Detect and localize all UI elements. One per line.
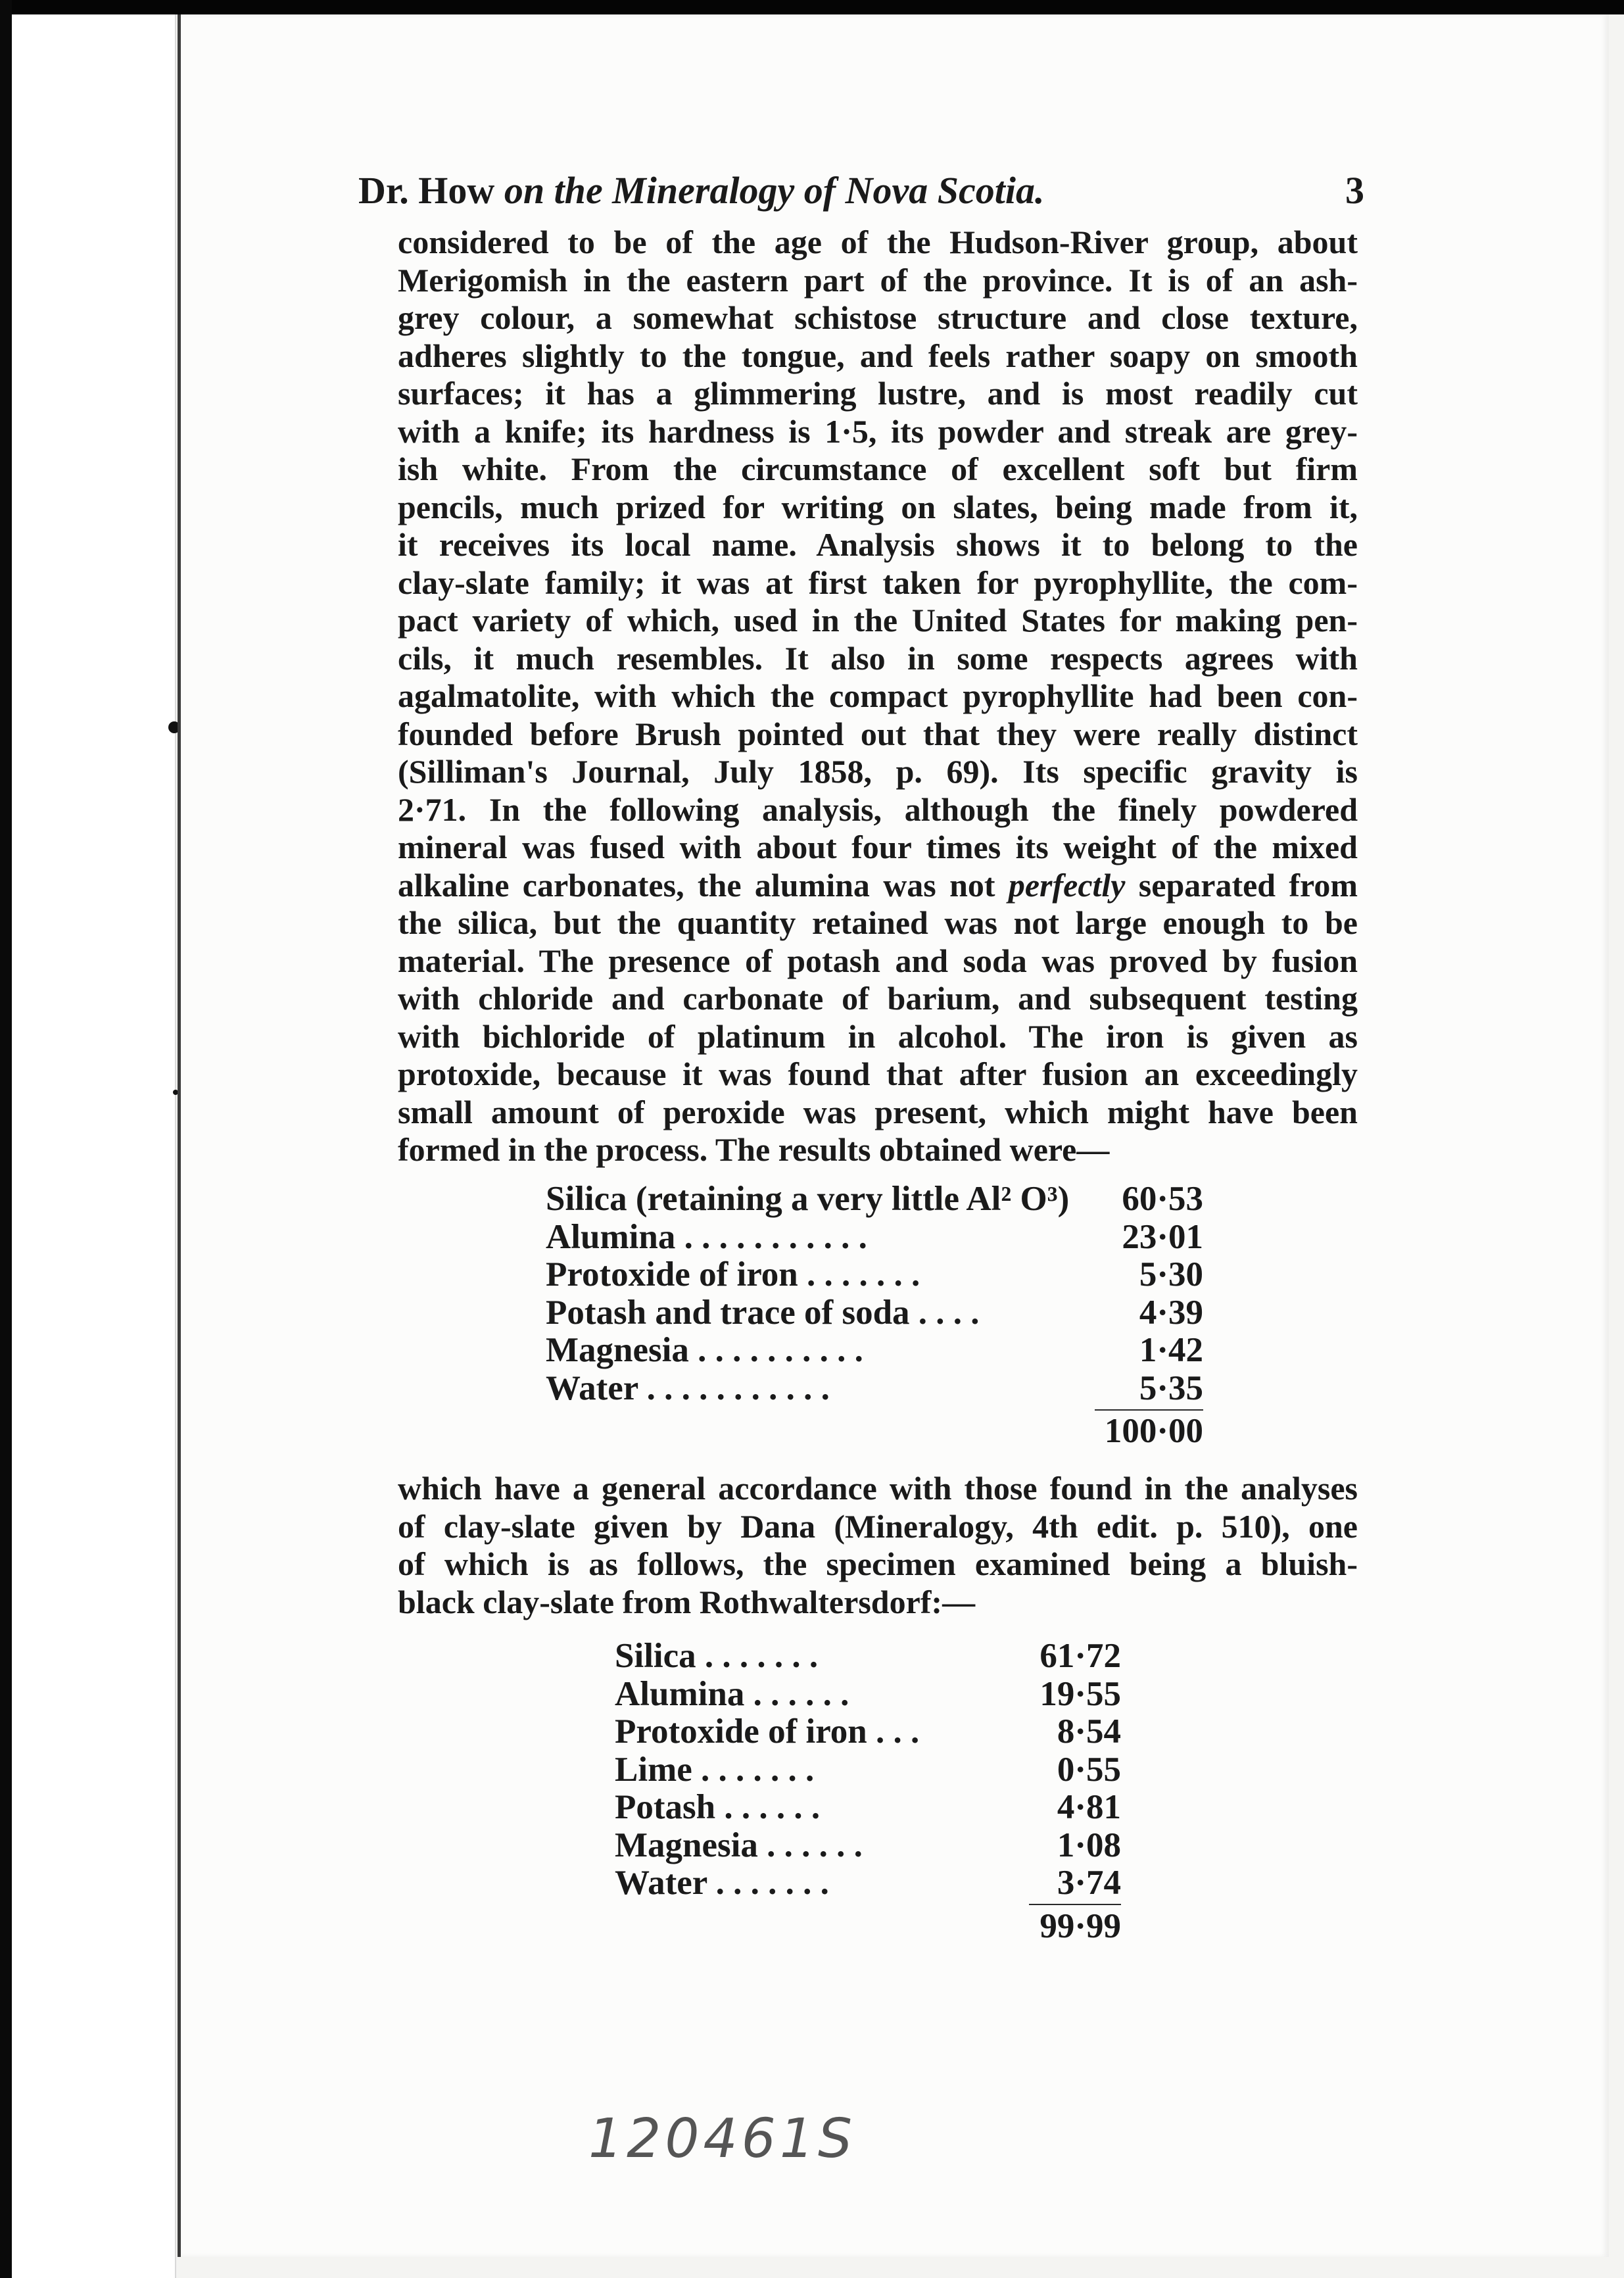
handwritten-accession-number: 120461S xyxy=(588,2108,857,2170)
table-row xyxy=(615,1751,1121,1789)
row-label: Magnesia . . . . . . xyxy=(615,1826,863,1864)
row-value: 4·81 xyxy=(1057,1788,1121,1826)
text-line: surfaces; it has a glimmering lustre, and is most readily cut xyxy=(398,375,1358,412)
row-label: Magnesia . . . . . . . . . . xyxy=(546,1331,863,1369)
text-line: material. The presence of potash and soda was proved by fusion xyxy=(398,942,1358,979)
row-label: Alumina . . . . . . xyxy=(615,1674,849,1713)
text-line: adheres slightly to the tongue, and feels rather soapy on smooth xyxy=(398,337,1358,374)
total-value: 100·00 xyxy=(1104,1412,1203,1450)
row-value: 4·39 xyxy=(1139,1293,1203,1332)
text-line: of which is as follows, the specimen examined being a bluish- xyxy=(398,1545,1358,1582)
header-author: Dr. How xyxy=(358,169,495,212)
scan-border-left xyxy=(0,0,12,2278)
running-header xyxy=(358,161,1364,220)
table-row xyxy=(615,1713,1121,1751)
total-rule xyxy=(1029,1904,1121,1905)
row-value: 0·55 xyxy=(1057,1750,1121,1789)
text-line: (Silliman's Journal, July 1858, p. 69). Its specific gravity is xyxy=(398,753,1358,790)
analysis-table-1 xyxy=(546,1180,1203,1451)
text-line: pact variety of which, used in the United States for making pen- xyxy=(398,602,1358,639)
table-row xyxy=(615,1789,1121,1827)
row-value: 19·55 xyxy=(1039,1674,1121,1713)
page-number: 3 xyxy=(1345,169,1364,212)
text-line: considered to be of the age of the Hudson-River group, about xyxy=(398,224,1358,260)
row-value: 1·08 xyxy=(1057,1826,1121,1864)
row-value: 5·35 xyxy=(1139,1369,1203,1407)
table-row xyxy=(615,1676,1121,1714)
emphasis-text: perfectly xyxy=(1008,866,1126,904)
analysis-table-2 xyxy=(615,1637,1121,1945)
text-line: mineral was fused with about four times its weight of the mixed xyxy=(398,829,1358,865)
table-row xyxy=(615,1827,1121,1865)
scan-border-top xyxy=(0,0,1624,14)
row-label: Alumina . . . . . . . . . . . xyxy=(546,1217,867,1256)
text-line: of clay-slate given by Dana (Mineralogy, 4th edit. p. 510), one xyxy=(398,1507,1358,1545)
text-line: agalmatolite, with which the compact pyrophyllite had been con- xyxy=(398,677,1358,714)
table-row xyxy=(546,1219,1203,1257)
text-line: black clay-slate from Rothwaltersdorf:— xyxy=(398,1583,976,1620)
row-value: 60·53 xyxy=(1122,1180,1203,1218)
paragraph-2 xyxy=(398,1470,1358,1621)
text-line: formed in the process. The results obtained were— xyxy=(398,1131,1110,1168)
row-value: 61·72 xyxy=(1039,1637,1121,1675)
row-value: 8·54 xyxy=(1057,1712,1121,1751)
table-row xyxy=(546,1294,1203,1332)
text-line: clay-slate family; it was at first taken for pyrophyllite, the com- xyxy=(398,564,1358,601)
text-line: the silica, but the quantity retained was not large enough to be xyxy=(398,904,1358,941)
text-line: with a knife; its hardness is 1·5, its powder and streak are grey- xyxy=(398,412,1358,450)
row-label: Potash . . . . . . xyxy=(615,1788,821,1826)
row-label: Lime . . . . . . . xyxy=(615,1750,815,1789)
header-title: on the Mineralogy of Nova Scotia. xyxy=(504,169,1045,212)
text-line: which have a general accordance with those found in the analyses xyxy=(398,1470,1358,1507)
total-row xyxy=(546,1413,1203,1451)
row-label: Protoxide of iron . . . xyxy=(615,1712,920,1751)
text-line: cils, it much resembles. It also in some respects agrees with xyxy=(398,639,1358,677)
total-row xyxy=(615,1908,1121,1946)
table-row xyxy=(546,1180,1203,1219)
text-line: ish white. From the circumstance of excellent soft but firm xyxy=(398,450,1358,487)
table-row xyxy=(546,1332,1203,1370)
text-line: pencils, much prized for writing on slates, being made from it, xyxy=(398,488,1358,525)
row-label: Water . . . . . . . xyxy=(615,1864,829,1902)
row-label: Silica (retaining a very little Al² O³) xyxy=(546,1180,1070,1218)
row-label: Protoxide of iron . . . . . . . xyxy=(546,1255,920,1294)
facing-blank-page xyxy=(12,14,176,2278)
table-row xyxy=(615,1637,1121,1676)
table-row xyxy=(546,1256,1203,1294)
row-label: Silica . . . . . . . xyxy=(615,1637,819,1675)
total-value: 99·99 xyxy=(1039,1906,1121,1945)
text-line: it receives its local name. Analysis shows it to belong to the xyxy=(398,526,1358,563)
paragraph-1 xyxy=(398,224,1358,1169)
text-line: Merigomish in the eastern part of the province. It is of an ash- xyxy=(398,261,1358,299)
row-label: Water . . . . . . . . . . . xyxy=(546,1369,830,1407)
text-line: 2·71. In the following analysis, although the finely powdered xyxy=(398,790,1358,828)
text-line: protoxide, because it was found that after fusion an exceedingly xyxy=(398,1055,1358,1092)
row-value: 1·42 xyxy=(1139,1331,1203,1369)
text-line: founded before Brush pointed out that they were really distinct xyxy=(398,715,1358,752)
table-row xyxy=(615,1864,1121,1902)
row-value: 23·01 xyxy=(1122,1217,1203,1256)
text-line: alkaline carbonates, the alumina was not perfectly separated from xyxy=(398,866,1358,904)
text-line: with bichloride of platinum in alcohol. The iron is given as xyxy=(398,1017,1358,1055)
row-value: 3·74 xyxy=(1057,1864,1121,1902)
row-value: 5·30 xyxy=(1139,1255,1203,1294)
text-line: small amount of peroxide was present, which might have been xyxy=(398,1093,1358,1130)
text-line: grey colour, a somewhat schistose structure and close texture, xyxy=(398,299,1358,336)
table-row xyxy=(546,1370,1203,1408)
text-line: with chloride and carbonate of barium, and subsequent testing xyxy=(398,980,1358,1017)
row-label: Potash and trace of soda . . . . xyxy=(546,1293,980,1332)
total-rule xyxy=(1095,1409,1203,1411)
